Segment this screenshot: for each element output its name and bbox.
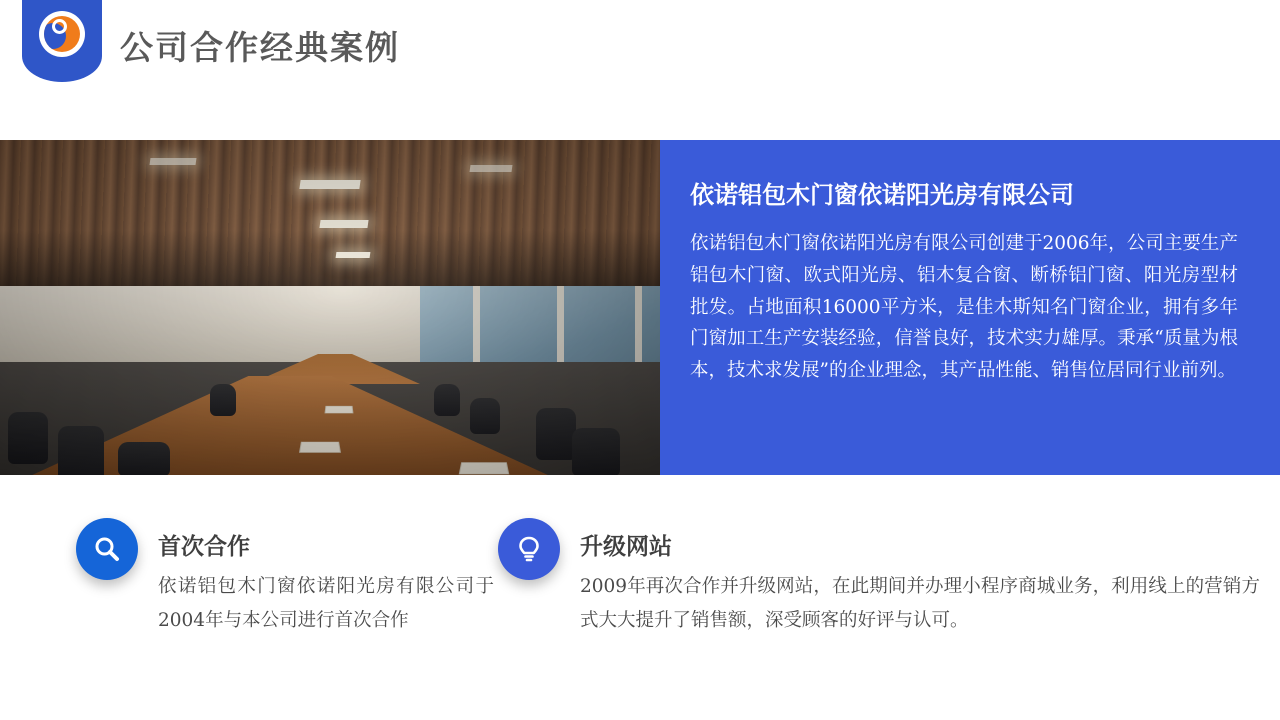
company-description-card bbox=[660, 140, 1280, 475]
office-conference-room-photo bbox=[0, 140, 660, 475]
photo-vignette bbox=[0, 140, 660, 475]
features-section bbox=[0, 475, 1280, 720]
feature-text: 依诺铝包木门窗依诺阳光房有限公司于2004年与本公司进行首次合作 bbox=[158, 576, 494, 632]
feature-title: 首次合作 bbox=[158, 534, 250, 560]
feature-title: 升级网站 bbox=[580, 534, 672, 560]
feature-text: 2009年再次合作并升级网站，在此期间并办理小程序商城业务，利用线上的营销方式大大提升了销售额，深受顾客的好评与认可。 bbox=[580, 576, 1260, 632]
lightbulb-icon bbox=[498, 518, 560, 580]
company-description-text: 依诺铝包木门窗依诺阳光房有限公司创建于2006年，公司主要生产铝包木门窗、欧式阳光房、铝木复合窗、断桥铝门窗、阳光房型材批发。占地面积16000平方米，是佳木斯知名门窗企业，拥有多年门窗加工生产安装经验，信誉良好，技术实力雄厚。秉承“质量为根本，技术求发展”的企业理念，其产品性能、销售位居同行业前列。 bbox=[690, 233, 1238, 382]
hero-band bbox=[0, 140, 1280, 475]
magnifier-icon bbox=[76, 518, 138, 580]
slide-header bbox=[0, 0, 1280, 140]
page-title: 公司合作经典案例 bbox=[120, 28, 400, 67]
logo-mark bbox=[44, 16, 80, 52]
company-name-heading: 依诺铝包木门窗依诺阳光房有限公司 bbox=[690, 181, 1074, 209]
company-logo-icon bbox=[22, 0, 102, 82]
logo-circle bbox=[39, 11, 85, 57]
